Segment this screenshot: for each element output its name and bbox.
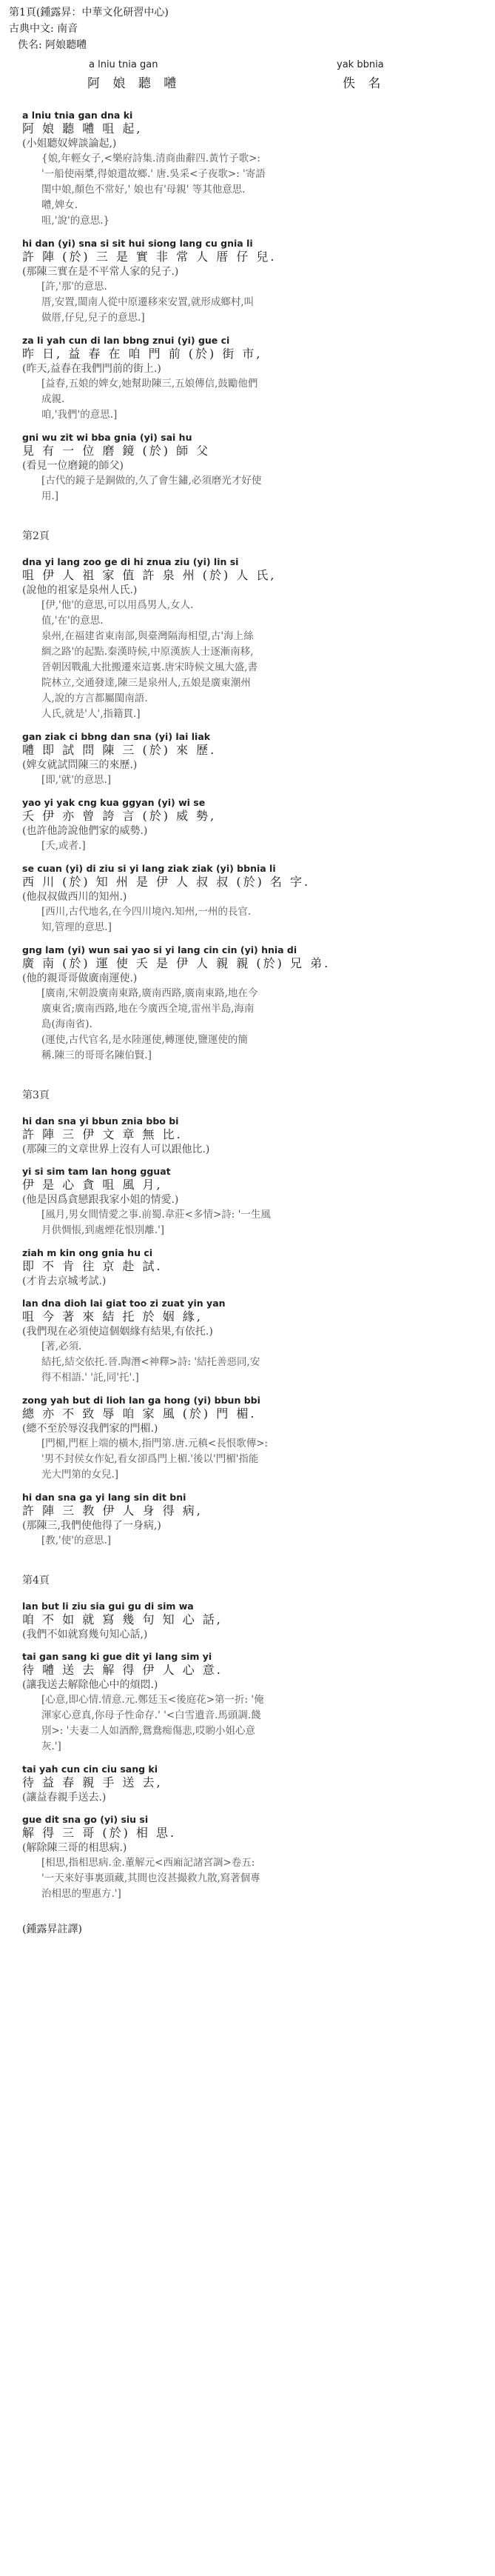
verse-section [0,1390,495,1487]
verse-section [0,330,495,427]
annotation-line: 月供惆悵,到處煙花恨別離.'] [41,1224,165,1236]
annotation-line: 成親. [41,393,65,405]
annotation-line: 知,管理的意思.] [41,921,112,933]
translation-line: (看見一位磨鏡的師父) [22,460,124,472]
romanization-line: za li yah cun di lan bbng znui (yi) gue ci [22,335,230,346]
hanzi-line: 廣 南 (於) 運 使 夭 是 伊 人 親 親 (於) 兄 弟. [22,956,331,970]
hanzi-line: 總 亦 不 致 辱 咱 家 風 (於) 門 楣. [22,1407,257,1421]
verse-section [0,233,495,330]
annotation-line: [風月,男女間情愛之事.前蜀.韋莊<多情>詩: '一生風 [41,1209,271,1221]
verse-section [0,427,495,509]
translation-line: (那陳三的文章世界上沒有人可以跟他比.) [22,1144,210,1155]
annotation-line: 稱.陳三的哥哥名陳伯賢.] [41,1050,152,1061]
verse-section [0,1243,495,1293]
annotation-line: [相思,指相思病.金.董解元<西廂記諸宮調>卷五: [41,1857,255,1869]
annotation-line: '男不封侯女作妃,看女卻爲門上楣.'後以'門楣'指能 [41,1453,259,1465]
annotation-line: [伊,'他'的意思,可以用爲男人,女人. [41,599,194,611]
romanization-line: lan dna dioh lai giat too zi zuat yin yan [22,1298,226,1309]
author-romanization: yak bbnia [337,59,384,70]
translation-line: (婢女就試問陳三的來歷.) [22,759,138,771]
annotation-line: [夭,或者.] [41,840,86,852]
translation-line: (我們現在必須使這個姻緣有結果,有依托.) [22,1326,213,1338]
romanization-line: gni wu zit wi bba gnia (yi) sai hu [22,432,192,443]
romanization-line: tai gan sang ki gue dit yi lang sim yi [22,1651,212,1662]
hanzi-line: 咱 不 如 就 寫 幾 句 知 心 話, [22,1612,223,1626]
annotation-line: [著,必須. [41,1341,82,1352]
verse-section [0,1759,495,1809]
annotation-line: 結托,結交依托.晉.陶潛<神釋>詩: '結托善惡同,安 [41,1356,260,1368]
annotation-line: 光大門第的女兒.] [41,1469,119,1481]
translation-line: (那陳三,我們使他得了一身病,) [22,1520,161,1532]
hanzi-line: 伊 是 心 貪 咀 風 月, [22,1178,163,1192]
verse-section [0,552,495,727]
hanzi-line: 許 陣 三 教 伊 人 身 得 病, [22,1504,203,1518]
verse-section [0,1596,495,1646]
translation-line: (昨天,益春在我們門前的街上.) [22,363,161,375]
romanization-line: gan ziak ci bbng dan sna (yi) lai liak [22,731,211,742]
verse-section [0,105,495,233]
romanization-line: gue dit sna go (yi) siu si [22,1814,149,1825]
annotation-line: 綢之路'的起點.秦漢時候,中原漢族人士逐漸南移, [41,646,254,658]
annotation-line: 院林立,交通發達,陳三是泉州人,五娘是廣東潮州 [41,677,251,689]
title-hanzi: 阿 娘 聽 𡅏 [87,76,181,91]
poem-content [0,105,495,1906]
hanzi-line: 西 川 (於) 知 州 是 伊 人 叔 叔 (於) 名 字. [22,875,311,889]
hanzi-line: 見 有 一 位 磨 鏡 (於) 師 父 [22,444,211,458]
annotation-line: '一船使兩槳,得娘還故鄉.' 唐.吳采<子夜歌>: '寄語 [41,168,266,180]
annotation-line: 灰.'] [41,1741,61,1752]
annotation-line: 泉州,在福建省東南部,與臺灣隔海相望,古'海上絲 [41,630,254,642]
annotation-line: 別>: '夫妻二人如酒醉,鴛鴦痴傷悲,哎喲小姐心意 [41,1725,255,1737]
song-name-line: 佚名: 阿娘聽𡅏 [18,39,87,51]
verse-section [0,858,495,940]
romanization-line: zong yah but di lioh lan ga hong (yi) bbun bbi [22,1395,260,1406]
translation-line: (說他的祖家是泉州人氏.) [22,584,138,596]
verse-section [0,1161,495,1243]
translation-line: (才肯去京城考試.) [22,1275,107,1287]
verse-section [0,1487,495,1553]
verse-section [0,793,495,858]
annotation-line: '一天來好事裏頭藏,其間也沒甚撮救九散,寫著個專 [41,1872,260,1884]
page-header [0,0,495,53]
page-number-line: 第1頁(鍾露昇：中華文化研習中心) [9,7,169,19]
title-romanization: a lniu tnia gan [89,59,158,70]
romanization-line: tai yah cun cin ciu sang ki [22,1764,158,1775]
translation-line: (他的親哥哥做廣南運使.) [22,972,138,984]
annotation-line: 做厝,仔兒,兒子的意思.] [41,312,145,324]
page-mark: 第3頁 [22,1090,50,1101]
annotation-line: 渾家心意真,你母子性命存.' '<白雪遺音.馬頭調.餞 [41,1709,261,1721]
annotation-line: 𡅏,婢女. [41,199,78,211]
verse-section [0,940,495,1068]
romanization-line: yao yi yak cng kua ggyan (yi) wi se [22,797,206,808]
hanzi-line: 許 陣 (於) 三 是 實 非 常 人 厝 仔 兒. [22,250,277,264]
annotation-line: 治相思的聖惠方.'] [41,1888,121,1900]
translation-line: (小姐聽奴婢談論起,) [22,138,117,150]
translation-line: (他是因爲貪戀跟我家小姐的情愛.) [22,1194,179,1206]
romanization-line: lan but li ziu sia gui gu di sim wa [22,1601,194,1612]
translation-line: (讓我送去解除他心中的煩悶.) [22,1679,158,1691]
verse-section [0,727,495,793]
verse-section [0,1646,495,1759]
subject-line: 古典中文: 南音 [9,23,78,35]
romanization-line: ziah m kin ong gnia hu ci [22,1247,153,1258]
romanization-line: hi dan sna yi bbun znia bbo bi [22,1115,179,1127]
hanzi-line: 昨 日, 益 春 在 咱 門 前 (於) 街 市, [22,347,263,361]
romanization-line: hi dan (yi) sna si sit hui siong lang cu gnia li [22,238,253,249]
annotation-line: {娘,年輕女子,<樂府詩集.清商曲辭四.黃竹子歌>: [41,153,260,164]
romanization-line: se cuan (yi) di ziu si yi lang ziak ziak (yi) bbnia li [22,863,276,874]
hanzi-line: 夭 伊 亦 曾 誇 言 (於) 威 勢, [22,809,217,823]
hanzi-line: 待 𡅏 送 去 解 得 伊 人 心 意. [22,1663,223,1677]
annotation-line: [西川,古代地名,在今四川境內.知州,一州的長官. [41,906,252,918]
translation-line: (他叔叔做西川的知州.) [22,891,127,903]
annotation-line: 島(海南省). [41,1018,92,1030]
annotation-line: (運使,古代官名,是水陸運使,轉運使,鹽運使的簡 [41,1034,248,1046]
annotation-line: [教,'使'的意思.] [41,1535,112,1546]
hanzi-line: 咀 今 著 來 結 托 於 姻 緣, [22,1309,203,1324]
annotation-line: 人,說的方言都屬閩南語. [41,693,148,704]
annotation-line: [益春,五娘的婢女,她幫助陳三,五娘傳信,鼓勵他們 [41,378,258,390]
hanzi-line: 阿 娘 聽 𡅏 咀 起, [22,121,143,136]
translation-line: (解除陳三哥的相思病.) [22,1842,127,1854]
annotation-line: 值,'在'的意思. [41,615,104,627]
translation-line: (也許他誇說他們家的威勢.) [22,825,148,837]
romanization-line: yi si sim tam lan hong gguat [22,1166,171,1177]
verse-section [0,1293,495,1390]
author-hanzi: 佚 名 [343,76,385,91]
page-mark: 第4頁 [22,1575,50,1586]
annotation-line: 晉朝因戰亂大批搬遷來這裏.唐宋時候文風大盛,書 [41,661,258,673]
annotation-line: 得不相語.' '託,同'托'.] [41,1372,139,1384]
hanzi-line: 即 不 肯 往 京 赴 試. [22,1259,163,1273]
hanzi-line: 咀 伊 人 祖 家 值 許 泉 州 (於) 人 氏, [22,568,277,582]
annotation-line: 咀,'說'的意思.} [41,215,110,227]
hanzi-line: 待 益 春 親 手 送 去, [22,1775,163,1789]
annotation-line: [心意,即心情.情意.元.鄭廷玉<後庭花>第一折: '俺 [41,1694,264,1706]
annotation-line: 閨中娘,顏色不常好,' 娘也有'母親' 等其他意思. [41,184,246,196]
annotation-line: 人氏,就是'人',指籍貫.] [41,708,141,720]
annotation-line: [古代的鏡子是銅做的,久了會生鏽,必須磨光才好使 [41,475,262,487]
romanization-line: hi dan sna ga yi lang sin dit bni [22,1492,186,1503]
translation-line: (我們不如就寫幾句知心話,) [22,1629,148,1641]
romanization-line: dna yi lang zoo ge di hi znua ziu (yi) lin si [22,556,239,567]
romanization-line: gng lam (yi) wun sai yao si yi lang cin cin (yi) hnia di [22,944,297,955]
hanzi-line: 解 得 三 哥 (於) 相 思. [22,1826,177,1840]
annotation-line: [門楣,門框上端的橫木,指門第.唐.元稹<長恨歌傳>: [41,1438,269,1449]
annotation-line: [廣南,宋朝設廣南東路,廣南西路,廣南東路,地在今 [41,987,258,999]
page-mark: 第2頁 [22,530,50,542]
romanization-line: a lniu tnia gan dna ki [22,110,133,121]
annotation-line: [即,'就'的意思.] [41,774,112,786]
annotation-line: 廣東省;廣南西路,地在今廣西全境,雷州半島,海南 [41,1003,255,1015]
verse-section [0,1809,495,1906]
footer-credit: (鍾露昇註譯) [22,1923,82,1935]
annotation-line: 用.] [41,490,59,502]
hanzi-line: 𡅏 即 試 問 陳 三 (於) 來 歷. [22,743,217,757]
verse-section [0,1111,495,1161]
annotation-line: 咱,'我們'的意思.] [41,409,118,421]
translation-line: (那陳三實在是不平常人家的兒子.) [22,266,179,278]
annotation-line: 厝,安置,閩南人從中原遷移來安置,就形成鄉村,叫 [41,296,255,308]
hanzi-line: 許 陣 三 伊 文 章 無 比. [22,1127,183,1141]
annotation-line: [許,'那'的意思. [41,281,107,293]
translation-line: (讓益春親手送去.) [22,1792,107,1803]
translation-line: (總不至於辱沒我們家的門楣.) [22,1423,158,1435]
title-block [0,53,495,105]
